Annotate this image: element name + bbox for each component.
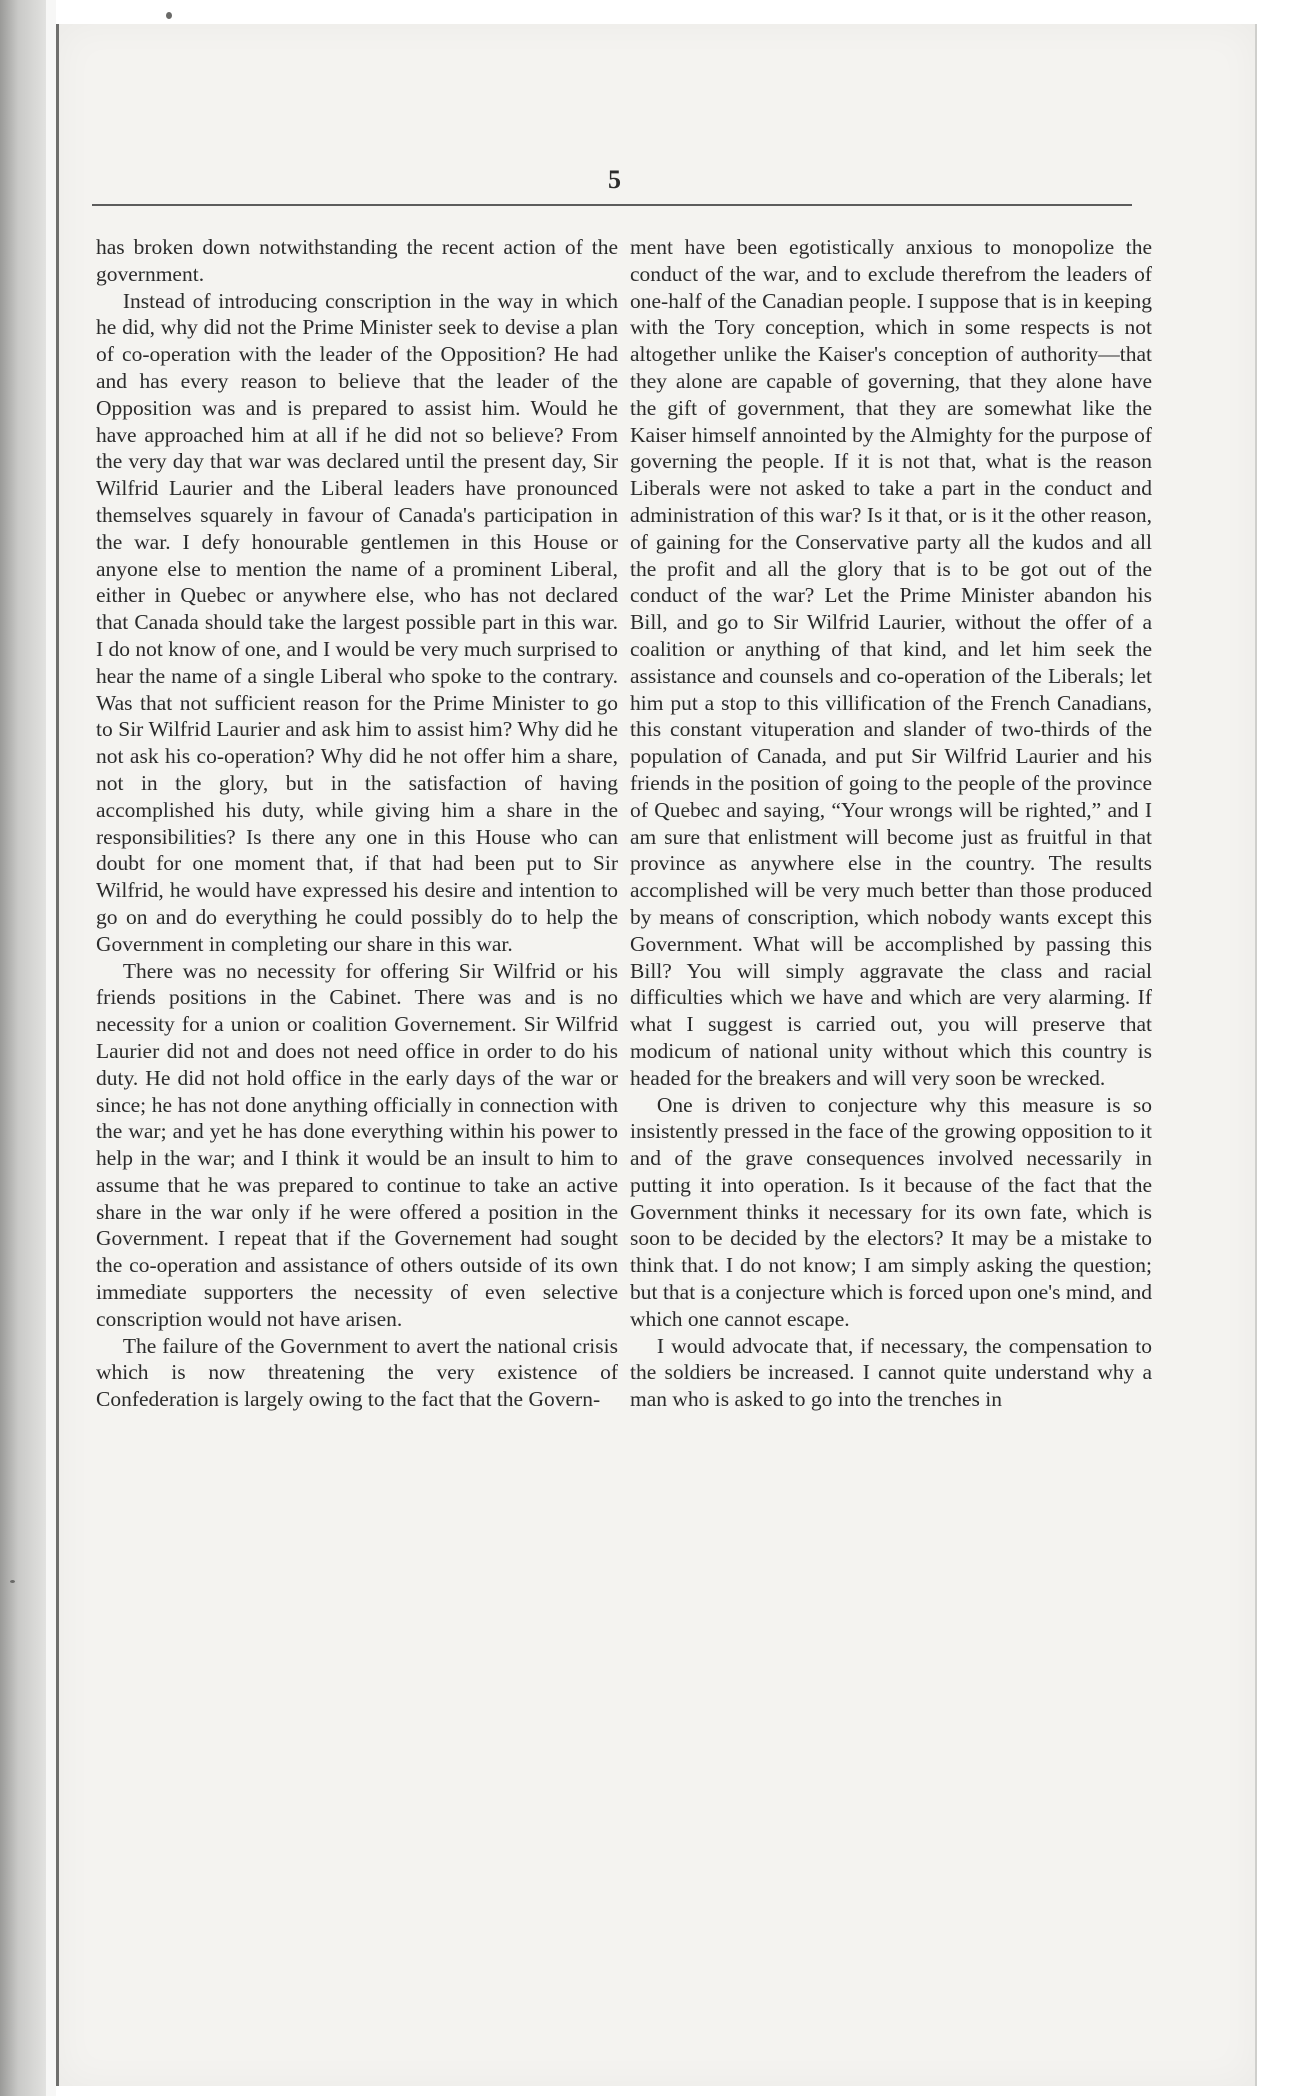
adjacent-page-edge <box>0 0 46 2096</box>
left-text-column <box>96 234 618 1934</box>
right-margin <box>1254 0 1312 2096</box>
paragraph: ment have been egotistically anxious to monopolize the conduct of the war, and to exclude therefrom the leaders of one-half of the Canadian people. I suppose that is in keeping with the Tory conception, which in some respects is not altogether unlike the Kaiser's conception of authority—that they alone are capable of governing, that they alone have the gift of government, that they are somewhat like the Kaiser himself annointed by the Almighty for the purpose of governing the people. If it is not that, what is the reason Liberals were not asked to take a part in the conduct and administration of this war? Is it that, or is it the other reason, of gaining for the Conservative party all the kudos and all the profit and all the glory that is to be got out of the conduct of the war? Let the Prime Minister abandon his Bill, and go to Sir Wilfrid Laurier, without the offer of a coalition or anything of that kind, and let him seek the assistance and counsels and co-operation of the Liberals; let him put a stop to this villification of the French Canadians, this constant vituperation and slander of two-thirds of the population of Canada, and put Sir Wilfrid Laurier and his friends in the position of going to the people of the province of Quebec and saying, “Your wrongs will be righted,” and I am sure that enlistment will become just as fruitful in that province as anywhere else in the country. The results accomplished will be very much better than those produced by means of conscription, which nobody wants except this Government. What will be accomplished by passing this Bill? You will simply aggravate the class and racial difficulties which we have and which are very alarming. If what I suggest is carried out, you will preserve that modicum of national unity without which this country is headed for the breakers and will very soon be wrecked. <box>630 235 1152 1090</box>
paragraph: The failure of the Government to avert the national crisis which is now threatening the very existence of Confederation is largely owing to the fact that the Govern- <box>96 1333 618 1412</box>
right-text-column <box>630 234 1152 1934</box>
header-rule <box>92 204 1132 206</box>
scan-speck <box>166 12 172 19</box>
paragraph: has broken down notwithstanding the recent action of the government. <box>96 235 618 286</box>
paragraph: Instead of introducing conscription in the way in which he did, why did not the Prime Minister seek to devise a plan of co-operation with the leader of the Opposition? He had and has every reason to believe that the leader of the Opposition was and is prepared to assist him. Would he have approached him at all if he did not so believe? From the very day that war was declared until the present day, Sir Wilfrid Laurier and the Liberal leaders have pronounced themselves squarely in favour of Canada's participation in the war. I defy honourable gentlemen in this House or anyone else to mention the name of a prominent Liberal, either in Quebec or anywhere else, who has not declared that Canada should take the largest possible part in this war. I do not know of one, and I would be very much surprised to hear the name of a single Liberal who spoke to the contrary. Was that not sufficient reason for the Prime Minister to go to Sir Wilfrid Laurier and ask him to assist him? Why did he not ask his co-operation? Why did he not offer him a share, not in the glory, but in the satisfaction of having accomplished his duty, while giving him a share in the responsibilities? Is there any one in this House who can doubt for one moment that, if that had been put to Sir Wilfrid, he would have expressed his desire and intention to go on and do everything he could possibly do to help the Government in completing our share in this war. <box>96 288 618 956</box>
page-gutter <box>46 0 56 2096</box>
page-number: 5 <box>608 165 621 194</box>
paragraph: One is driven to conjecture why this measure is so insistently pressed in the face of the growing opposition to it and of the grave consequences involved necessarily in putting it into operation. Is it because of the fact that the Government thinks it necessary for its own fate, which is soon to be decided by the electors? It may be a mistake to think that. I do not know; I am simply asking the question; but that is a conjecture which is forced upon one's mind, and which one cannot escape. <box>630 1092 1152 1331</box>
paragraph: There was no necessity for offering Sir Wilfrid or his friends positions in the Cabinet. There was and is no necessity for a union or coalition Governement. Sir Wilfrid Laurier did not and does not need office in order to do his duty. He did not hold office in the early days of the war or since; he has not done anything officially in connection with the war; and yet he has done everything within his power to help in the war; and I think it would be an insult to him to assume that he was prepared to continue to take an active share in the war only if he were offered a position in the Government. I repeat that if the Governement had sought the co-operation and assistance of others outside of its own immediate supporters the necessity of even selective conscription would not have arisen. <box>96 958 618 1331</box>
scan-speck <box>10 1580 15 1583</box>
paragraph: I would advocate that, if necessary, the compensation to the soldiers be increased. I cannot quite understand why a man who is asked to go into the trenches in <box>630 1333 1152 1412</box>
